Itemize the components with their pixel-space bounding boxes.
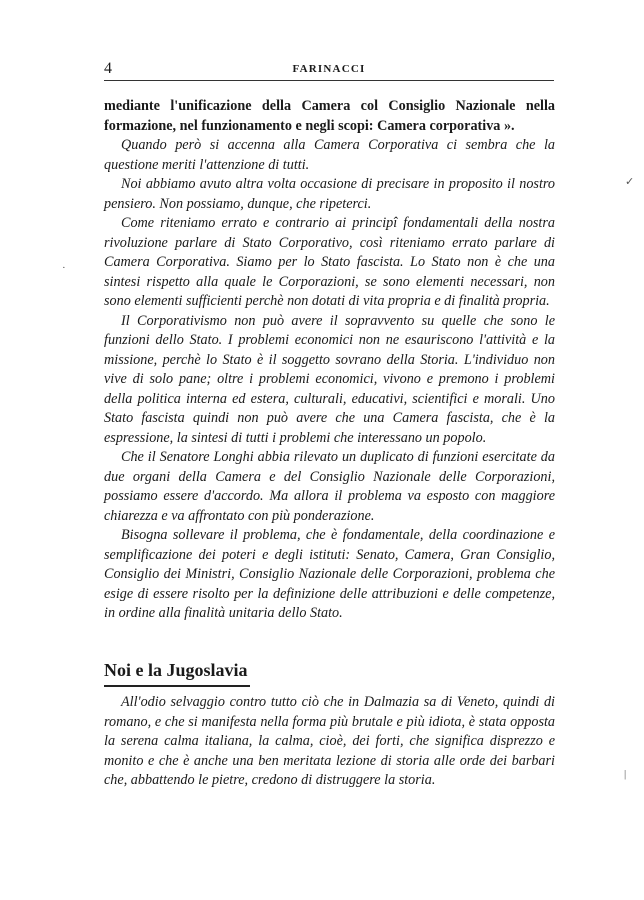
body-text xyxy=(104,97,555,624)
paragraph: Il Corporativismo non può avere il sopravvento su quelle che sono le funzioni dello Stato. I problemi economici non ne esauriscono l'attività e la missione, perchè lo Stato è il soggetto sovrano della Storia. L'individuo non vive di solo pane; oltre i problemi economici, vivono e premono i problemi della politica interna ed estera, culturali, educativi, scientifici e morali. Uno Stato fascista quindi non può avere che una Camera fascista, che è la espressione, la sintesi di tutti i problemi che interessano un popolo. xyxy=(104,312,555,446)
section-rule xyxy=(104,685,250,687)
page-header xyxy=(104,60,554,82)
header-rule xyxy=(104,80,554,81)
paragraph: Come riteniamo errato e contrario ai principî fondamentali della nostra rivoluzione parlare di Stato Corporativo, così riteniamo errato parlare di Camera Corporativa. Siamo per lo Stato fascista. Lo Stato non è che una sintesi rispetto alla quale le Corporazioni, se sono elementi necessari, non sono elementi sufficienti perchè non dotati di vita propria e di finalità propria. xyxy=(104,215,555,309)
paragraph: Bisogna sollevare il problema, che è fondamentale, della coordinazione e semplificazione dei poteri e degli istituti: Senato, Camera, Gran Consiglio, Consiglio dei Ministri, Consiglio Nazionale delle Corporazioni, problema che esige di essere risolto per la definizione delle attribuzioni e delle competenze, in ordine alla finalità unitaria dello Stato. xyxy=(104,527,555,621)
margin-mark: · xyxy=(62,262,66,274)
paragraph: Noi abbiamo avuto altra volta occasione di precisare in proposito il nostro pensiero. Non possiamo, dunque, che ripeterci. xyxy=(104,176,555,212)
section-body xyxy=(104,693,555,791)
margin-mark: ✓ xyxy=(625,176,635,188)
section-heading xyxy=(104,660,555,684)
section-title: Noi e la Jugoslavia xyxy=(104,660,248,680)
margin-mark: | xyxy=(624,768,627,780)
paragraph: Quando però si accenna alla Camera Corporativa ci sembra che la questione meriti l'attenzione di tutti. xyxy=(104,137,555,173)
paragraph: All'odio selvaggio contro tutto ciò che in Dalmazia sa di Veneto, quindi di romano, e che si manifesta nella forma più brutale e più idiota, è stata opposta la serena calma italiana, la calma, cioè, dei forti, che significa disprezzo e monito e che è anche una ben meritata lezione di storia alle orde dei barbari che, abbattendo le pietre, credono di distruggere la storia. xyxy=(104,694,555,788)
page-number: 4 xyxy=(104,60,112,77)
paragraph: mediante l'unificazione della Camera col Consiglio Nazionale nella formazione, nel funzionamento e negli scopi: Camera corporativa ». xyxy=(104,98,555,134)
running-title: FARINACCI xyxy=(292,63,366,75)
paragraph: Che il Senatore Longhi abbia rilevato un duplicato di funzioni esercitate da due organi della Camera e del Consiglio Nazionale delle Corporazioni, possiamo essere d'accordo. Ma allora il problema va esposto con maggiore chiarezza e va affrontato con più ponderazione. xyxy=(104,449,555,524)
